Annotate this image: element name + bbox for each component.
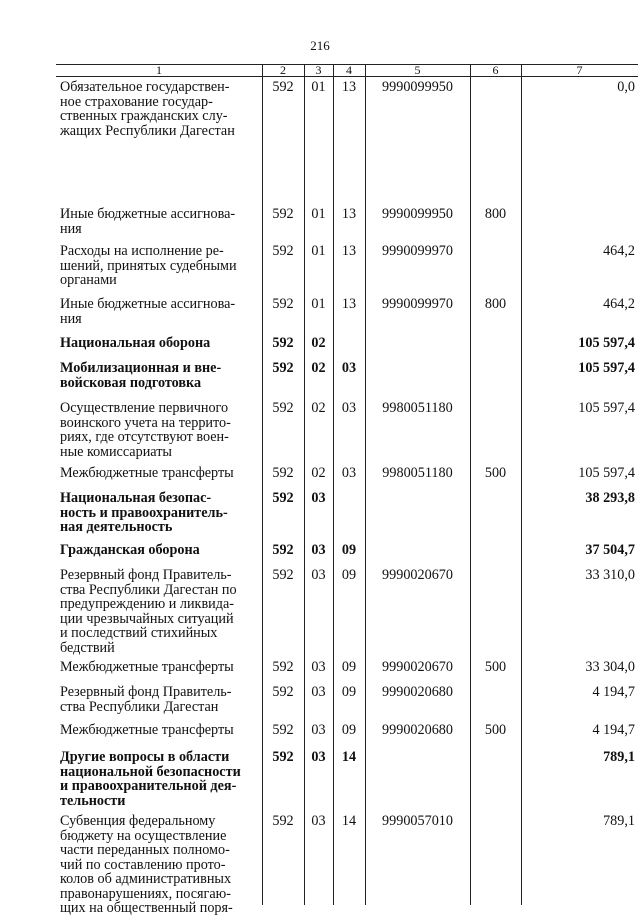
row-section-code: 01 — [311, 206, 326, 222]
row-target-item-code: 9990099970 — [382, 296, 453, 312]
row-ved-code: 592 — [272, 206, 294, 222]
row-amount: 105 597,4 — [578, 400, 635, 416]
column-divider — [470, 64, 471, 905]
row-expense-type-code: 800 — [484, 296, 507, 312]
row-target-item-code: 9990057010 — [382, 813, 453, 829]
row-name: Обязательное государствен- ное страхование государ- ственных гражданских слу- жащих Республики Дагестан — [60, 79, 235, 139]
row-amount: 38 293,8 — [585, 490, 635, 506]
column-divider — [365, 64, 366, 905]
row-subsection-code: 09 — [341, 542, 357, 558]
row-name: Резервный фонд Правитель- ства Республики Дагестан — [60, 684, 232, 715]
row-amount: 789,1 — [603, 813, 635, 829]
budget-table — [56, 63, 638, 916]
row-subsection-code: 09 — [341, 567, 357, 583]
row-target-item-code: 9990099950 — [382, 79, 453, 95]
row-name: Национальная оборона — [60, 335, 211, 351]
row-name: Межбюджетные трансферты — [60, 465, 234, 481]
row-ved-code: 592 — [272, 335, 294, 351]
row-section-code: 03 — [311, 659, 326, 675]
row-section-code: 03 — [311, 567, 326, 583]
row-ved-code: 592 — [272, 465, 294, 481]
row-subsection-code: 13 — [341, 79, 357, 95]
header-col-3: 3 — [315, 63, 322, 77]
row-ved-code: 592 — [272, 79, 294, 95]
row-section-code: 03 — [311, 542, 326, 558]
row-subsection-code: 14 — [341, 813, 357, 829]
row-name: Гражданская оборона — [60, 542, 200, 558]
row-subsection-code: 03 — [341, 360, 357, 376]
row-name: Межбюджетные трансферты — [60, 722, 234, 738]
column-divider — [262, 64, 263, 905]
row-section-code: 03 — [311, 813, 326, 829]
row-name: Иные бюджетные ассигнова- ния — [60, 206, 236, 237]
row-name: Расходы на исполнение ре- шений, принятых судебными органами — [60, 243, 237, 288]
row-section-code: 03 — [311, 684, 326, 700]
row-name: Межбюджетные трансферты — [60, 659, 234, 675]
row-subsection-code: 03 — [341, 465, 357, 481]
row-ved-code: 592 — [272, 400, 294, 416]
row-subsection-code: 03 — [341, 400, 357, 416]
row-amount: 33 310,0 — [585, 567, 635, 583]
row-amount: 105 597,4 — [578, 465, 635, 481]
row-amount: 105 597,4 — [578, 335, 635, 351]
row-section-code: 02 — [311, 335, 326, 351]
column-divider — [333, 64, 334, 905]
row-section-code: 03 — [311, 722, 326, 738]
row-subsection-code: 14 — [341, 749, 357, 765]
row-amount: 4 194,7 — [592, 684, 635, 700]
row-amount: 789,1 — [603, 749, 635, 765]
row-target-item-code: 9980051180 — [382, 400, 453, 416]
row-section-code: 03 — [311, 490, 326, 506]
header-col-2: 2 — [280, 63, 286, 77]
row-amount: 464,2 — [603, 296, 635, 312]
row-ved-code: 592 — [272, 749, 294, 765]
row-name: Мобилизационная и вне- войсковая подготовка — [60, 360, 222, 391]
row-target-item-code: 9990020670 — [382, 659, 453, 675]
row-target-item-code: 9990020680 — [382, 684, 453, 700]
row-subsection-code: 09 — [341, 659, 357, 675]
row-ved-code: 592 — [272, 813, 294, 829]
row-amount: 37 504,7 — [585, 542, 635, 558]
row-ved-code: 592 — [272, 659, 294, 675]
row-name: Национальная безопас- ность и правоохранитель- ная деятельность — [60, 490, 228, 535]
row-target-item-code: 9990020670 — [382, 567, 453, 583]
header-col-4: 4 — [346, 63, 352, 77]
row-expense-type-code: 500 — [484, 722, 507, 738]
header-col-1: 1 — [156, 63, 162, 77]
row-name: Субвенция федеральному бюджету на осуществление части переданных полномо- чий по составлению прото- колов об административных правонарушениях, посягаю- щих на общественный поря- — [60, 813, 233, 916]
row-ved-code: 592 — [272, 722, 294, 738]
row-expense-type-code: 500 — [484, 465, 507, 481]
header-col-7: 7 — [576, 63, 583, 77]
row-name: Резервный фонд Правитель- ства Республики Дагестан по предупреждению и ликвида- ции чрезвычайных ситуаций и последствий стихийных бедствий — [60, 567, 237, 656]
row-subsection-code: 13 — [341, 206, 357, 222]
row-section-code: 02 — [311, 400, 326, 416]
row-target-item-code: 9980051180 — [382, 465, 453, 481]
row-expense-type-code: 500 — [484, 659, 507, 675]
page-number: 216 — [310, 38, 330, 53]
row-amount: 0,0 — [617, 79, 635, 95]
row-amount: 105 597,4 — [578, 360, 635, 376]
row-ved-code: 592 — [272, 360, 294, 376]
row-expense-type-code: 800 — [484, 206, 507, 222]
row-subsection-code: 09 — [341, 684, 357, 700]
row-ved-code: 592 — [272, 567, 294, 583]
row-target-item-code: 9990099950 — [382, 206, 453, 222]
column-divider — [304, 64, 305, 905]
row-amount: 33 304,0 — [585, 659, 635, 675]
row-subsection-code: 13 — [341, 296, 357, 312]
column-divider — [521, 64, 522, 905]
header-col-6: 6 — [492, 63, 499, 77]
row-ved-code: 592 — [272, 490, 294, 506]
row-ved-code: 592 — [272, 684, 294, 700]
row-amount: 4 194,7 — [592, 722, 635, 738]
row-name: Другие вопросы в области национальной безопасности и правоохранительной дея- тельности — [60, 749, 241, 809]
row-target-item-code: 9990099970 — [382, 243, 453, 259]
header-col-5: 5 — [414, 63, 421, 77]
row-section-code: 02 — [311, 360, 326, 376]
row-name: Осуществление первичного воинского учета на террито- риях, где отсутствуют воен- ные комиссариаты — [60, 400, 231, 460]
row-section-code: 01 — [311, 296, 326, 312]
row-section-code: 01 — [311, 79, 326, 95]
row-target-item-code: 9990020680 — [382, 722, 453, 738]
row-ved-code: 592 — [272, 542, 294, 558]
row-name: Иные бюджетные ассигнова- ния — [60, 296, 236, 327]
row-section-code: 03 — [311, 749, 326, 765]
row-ved-code: 592 — [272, 243, 294, 259]
row-section-code: 01 — [311, 243, 326, 259]
row-subsection-code: 09 — [341, 722, 357, 738]
row-subsection-code: 13 — [341, 243, 357, 259]
row-ved-code: 592 — [272, 296, 294, 312]
row-section-code: 02 — [311, 465, 326, 481]
row-amount: 464,2 — [603, 243, 635, 259]
